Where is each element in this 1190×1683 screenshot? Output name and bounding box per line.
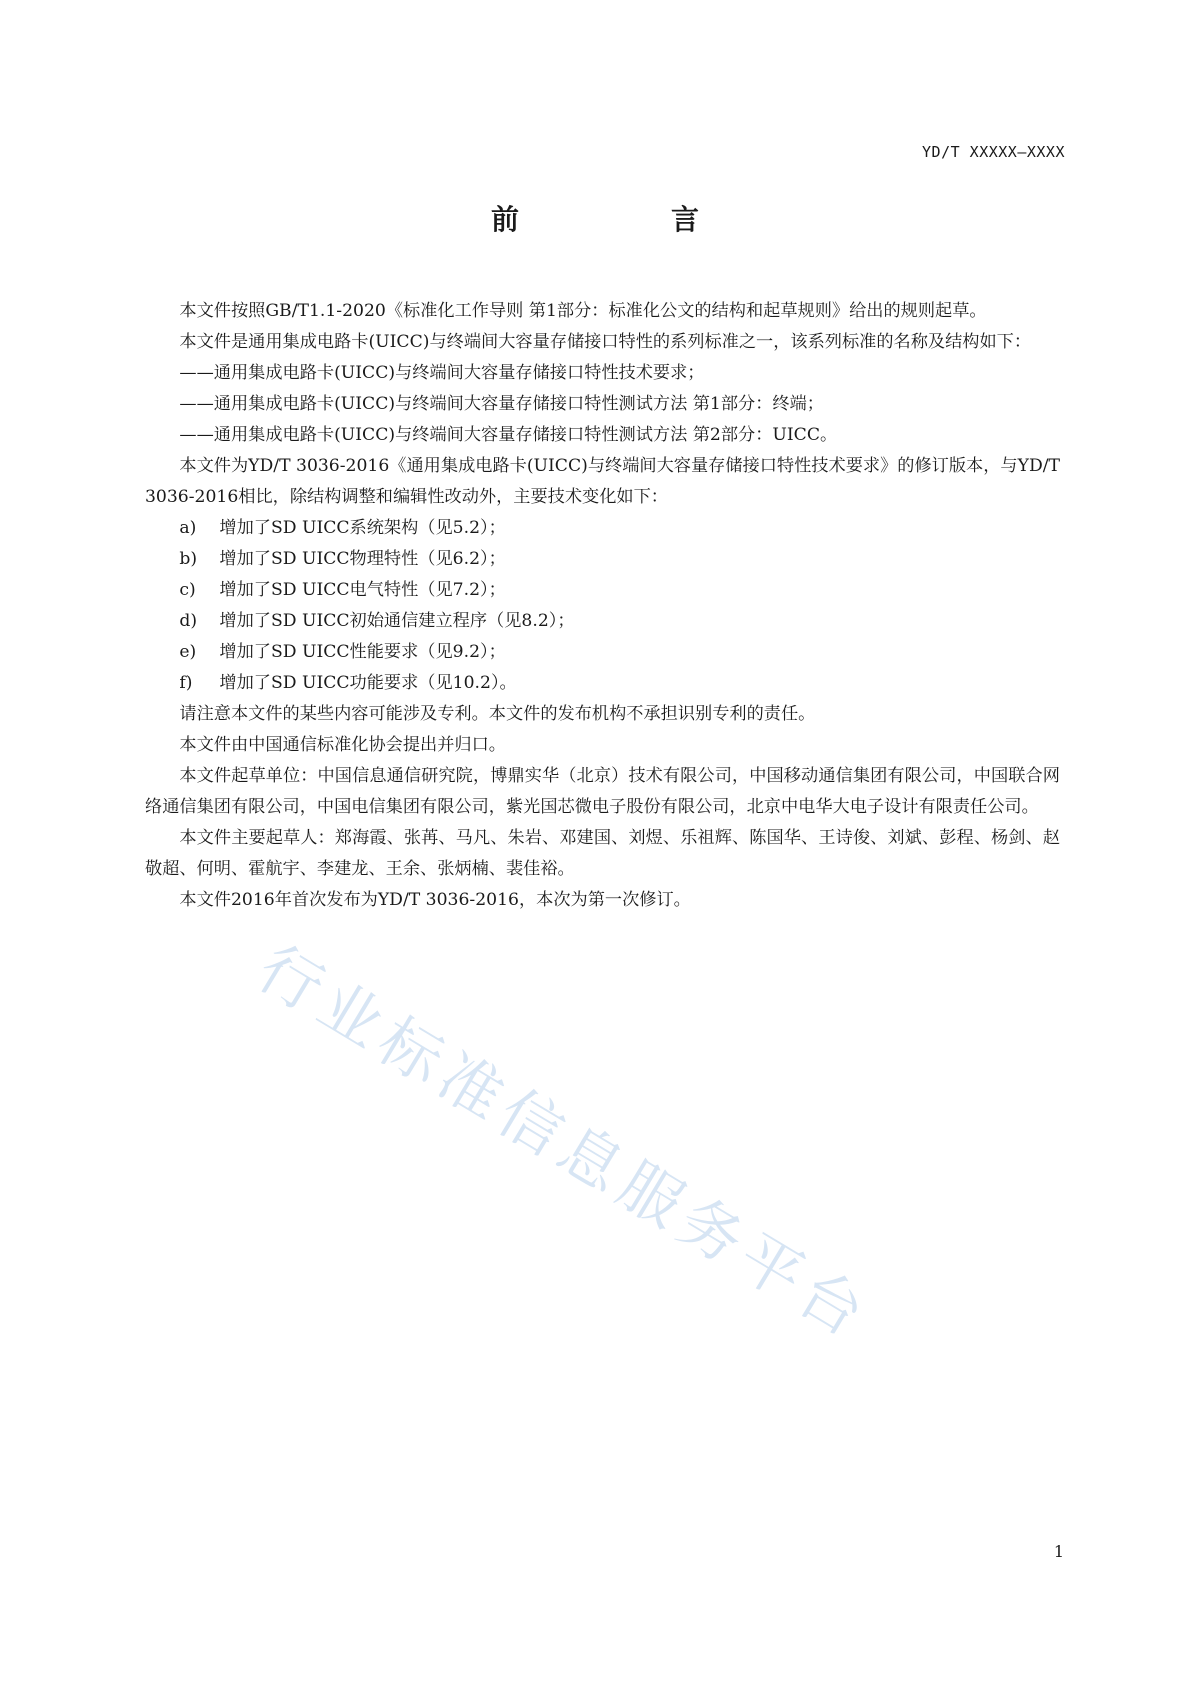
change-marker: b) (179, 549, 198, 569)
watermark: 行业标准信息服务平台 (245, 931, 884, 1355)
change-marker: e) (179, 642, 197, 662)
change-marker: c) (179, 580, 196, 600)
change-marker: f) (179, 673, 193, 693)
change-marker: d) (179, 611, 198, 631)
paragraph-history: 本文件2016年首次发布为YD/T 3036-2016，本次为第一次修订。 (179, 890, 691, 910)
change-text: 增加了SD UICC系统架构（见5.2）； (219, 518, 506, 538)
paragraph-drafters: 本文件主要起草人：郑海霞、张苒、马凡、朱岩、邓建国、刘煜、乐祖辉、陈国华、王诗俊、刘斌、彭程、杨剑、赵敬超、何明、霍航宇、李建龙、王余、张炳楠、裴佳裕。 (145, 828, 1060, 879)
change-text: 增加了SD UICC性能要求（见9.2）； (219, 642, 506, 662)
change-text: 增加了SD UICC电气特性（见7.2）； (219, 580, 506, 600)
change-item (145, 637, 1060, 668)
change-text: 增加了SD UICC功能要求（见10.2）。 (219, 673, 517, 693)
paragraph-drafting-units: 本文件起草单位：中国信息通信研究院，博鼎实华（北京）技术有限公司，中国移动通信集团有限公司，中国联合网络通信集团有限公司，中国电信集团有限公司，紫光国芯微电子股份有限公司，北京中电华大电子设计有限责任公司。 (145, 766, 1060, 817)
paragraph-series-intro: 本文件是通用集成电路卡(UICC)与终端间大容量存储接口特性的系列标准之一，该系列标准的名称及结构如下： (179, 332, 1032, 352)
page-number: 1 (1053, 1542, 1064, 1561)
change-text: 增加了SD UICC物理特性（见6.2）； (219, 549, 506, 569)
page-title: 前 言 (490, 203, 761, 236)
series-item-3: ——通用集成电路卡(UICC)与终端间大容量存储接口特性测试方法 第2部分：UICC。 (179, 425, 838, 445)
change-item (145, 668, 1060, 699)
foreword-body (145, 296, 1060, 916)
paragraph-proposer: 本文件由中国通信标准化协会提出并归口。 (179, 735, 506, 755)
change-item (145, 513, 1060, 544)
change-item (145, 575, 1060, 606)
change-text: 增加了SD UICC初始通信建立程序（见8.2）； (219, 611, 575, 631)
paragraph-patent-notice: 请注意本文件的某些内容可能涉及专利。本文件的发布机构不承担识别专利的责任。 (179, 704, 816, 724)
series-item-2: ——通用集成电路卡(UICC)与终端间大容量存储接口特性测试方法 第1部分：终端； (179, 394, 824, 414)
document-code: YD/T XXXXX—XXXX (922, 143, 1065, 161)
paragraph-revision: 本文件为YD/T 3036-2016《通用集成电路卡(UICC)与终端间大容量存储接口特性技术要求》的修订版本，与YD/T 3036-2016相比，除结构调整和编辑性改动外，主要技术变化如下： (145, 456, 1060, 507)
change-item (145, 544, 1060, 575)
change-marker: a) (179, 518, 197, 538)
paragraph-standard-basis: 本文件按照GB/T1.1-2020《标准化工作导则 第1部分：标准化公文的结构和起草规则》给出的规则起草。 (179, 301, 987, 321)
change-item (145, 606, 1060, 637)
series-item-1: ——通用集成电路卡(UICC)与终端间大容量存储接口特性技术要求； (179, 363, 705, 383)
